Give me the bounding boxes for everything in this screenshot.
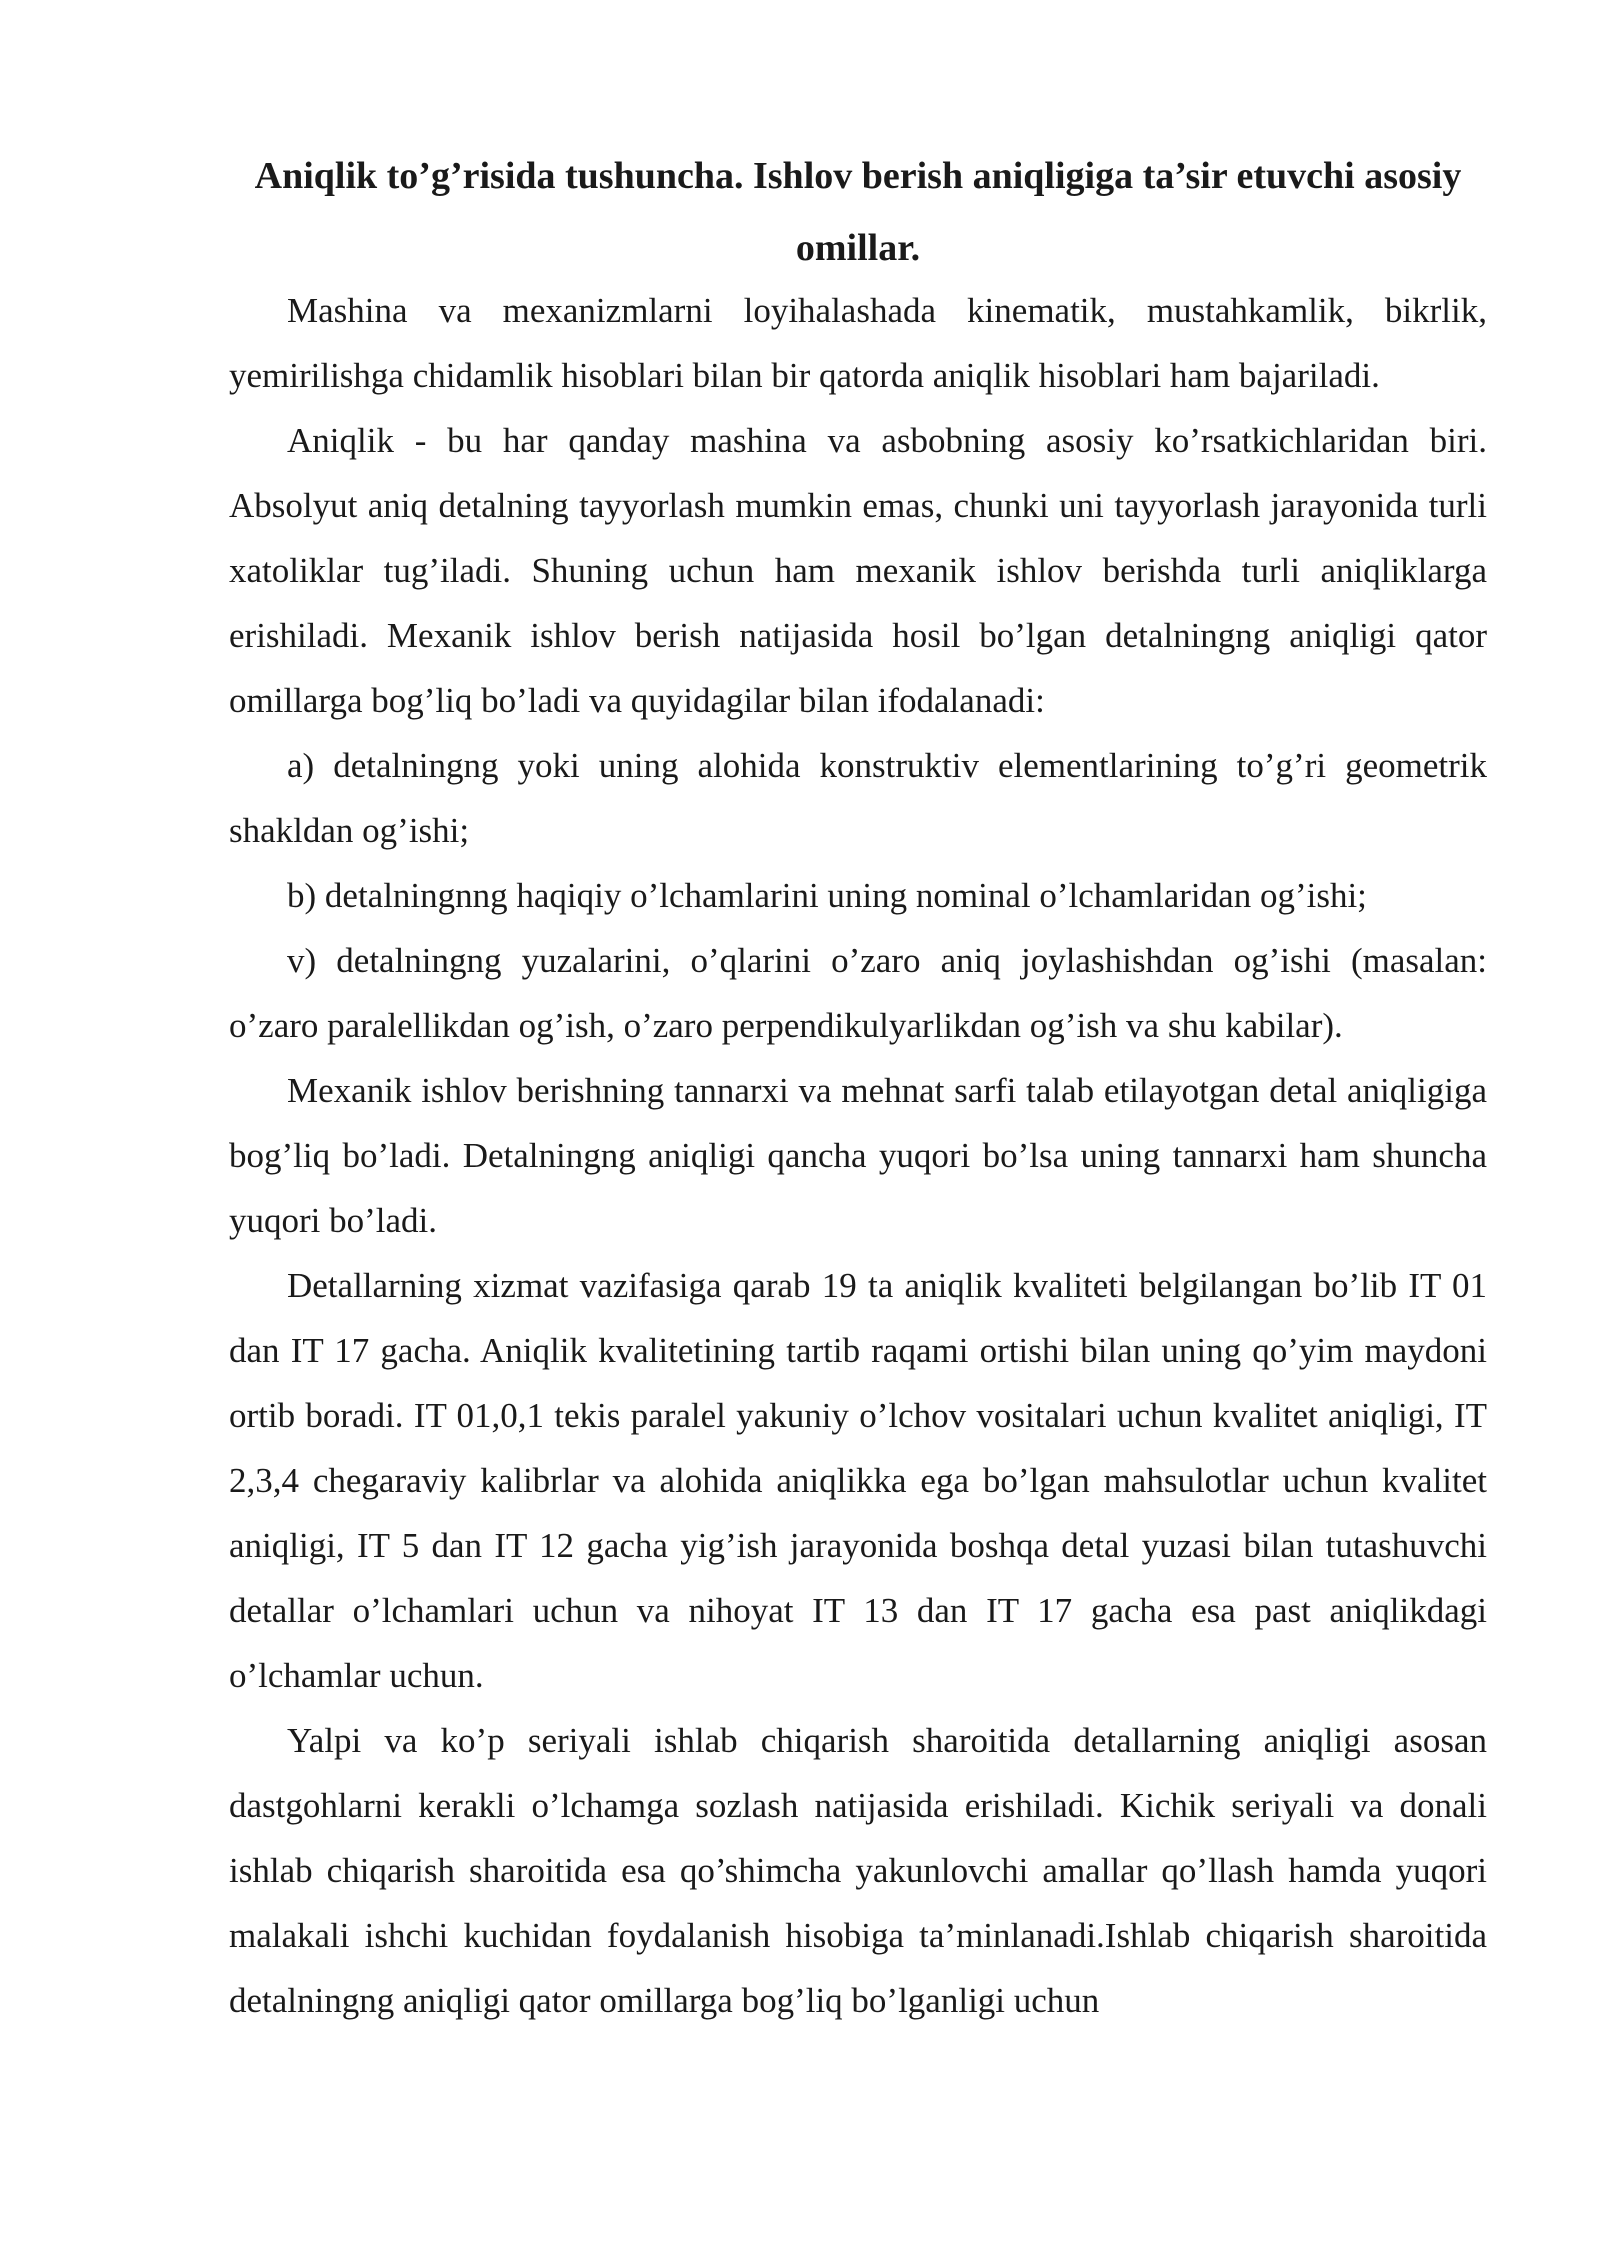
list-item-a: a) detalningng yoki uning alohida konstruktiv elementlarining to’g’ri geometrik shakldan og’ishi; (229, 746, 1487, 850)
document-title: Aniqlik to’g’risida tushuncha. Ishlov berish aniqligiga ta’sir etuvchi asosiy omillar. (254, 155, 1462, 269)
document-page (229, 140, 1487, 2033)
paragraph-3: Mexanik ishlov berishning tannarxi va mehnat sarfi talab etilayotgan detal aniqligiga bog’liq bo’ladi. Detalningng aniqligi qancha yuqori bo’lsa uning tannarxi ham shuncha yuqori bo’ladi. (229, 1071, 1487, 1240)
list-item-b: b) detalningnng haqiqiy o’lchamlarini uning nominal o’lchamlaridan og’ishi; (287, 876, 1367, 915)
paragraph-4: Detallarning xizmat vazifasiga qarab 19 ta aniqlik kvaliteti belgilangan bo’lib IT 01 dan IT 17 gacha. Aniqlik kvalitetining tartib raqami ortishi bilan uning qo’yim maydoni ortib boradi. IT 01,0,1 tekis paralel yakuniy o’lchov vositalari uchun kvalitet aniqligi, IT 2,3,4 chegaraviy kalibrlar va alohida aniqlikka ega bo’lgan mahsulotlar uchun kvalitet aniqligi, IT 5 dan IT 12 gacha yig’ish jarayonida boshqa detal yuzasi bilan tutashuvchi detallar o’lchamlari uchun va nihoyat IT 13 dan IT 17 gacha esa past aniqlikdagi o’lchamlar uchun. (229, 1266, 1487, 1695)
list-item-v: v) detalningng yuzalarini, o’qlarini o’zaro aniq joylashishdan og’ishi (masalan: o’zaro paralellikdan og’ish, o’zaro perpendikulyarlikdan og’ish va shu kabilar). (229, 941, 1487, 1045)
paragraph-1: Mashina va mexanizmlarni loyihalashada kinematik, mustahkamlik, bikrlik, yemirilishga chidamlik hisoblari bilan bir qatorda aniqlik hisoblari ham bajariladi. (229, 291, 1487, 395)
paragraph-2: Aniqlik - bu har qanday mashina va asbobning asosiy ko’rsatkichlaridan biri. Absolyut aniq detalning tayyorlash mumkin emas, chunki uni tayyorlash jarayonida turli xatoliklar tug’iladi. Shuning uchun ham mexanik ishlov berishda turli aniqliklarga erishiladi. Mexanik ishlov berish natijasida hosil bo’lgan detalningng aniqligi qator omillarga bog’liq bo’ladi va quyidagilar bilan ifodalanadi: (229, 421, 1487, 720)
paragraph-5: Yalpi va ko’p seriyali ishlab chiqarish sharoitida detallarning aniqligi asosan dastgohlarni kerakli o’lchamga sozlash natijasida erishiladi. Kichik seriyali va donali ishlab chiqarish sharoitida esa qo’shimcha yakunlovchi amallar qo’llash hamda yuqori malakali ishchi kuchidan foydalanish hisobiga ta’minlanadi.Ishlab chiqarish sharoitida detalningng aniqligi qator omillarga bog’liq bo’lganligi uchun (229, 1721, 1487, 2020)
